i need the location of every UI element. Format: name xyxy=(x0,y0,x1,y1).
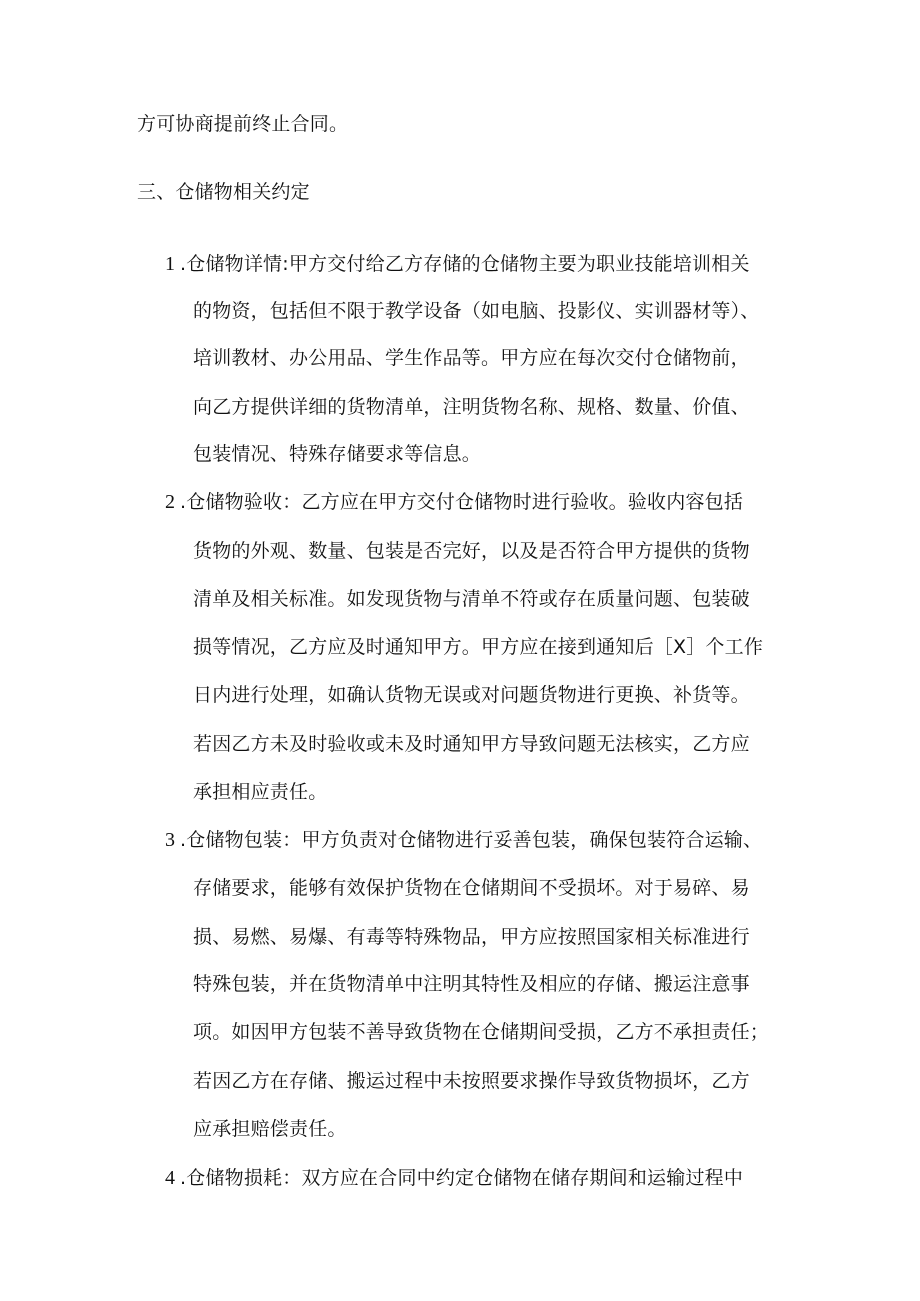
item-number: 2 xyxy=(165,491,175,513)
item-line: .仓储物损耗：双方应在合同中约定仓储物在储存期间和运输过程中 xyxy=(180,1167,744,1189)
section-heading: 三、仓储物相关约定 xyxy=(137,181,310,203)
item-line: 损、易燃、易爆、有毒等特殊物品，甲方应按照国家相关标准进行 xyxy=(193,926,750,948)
item-line: .仓储物验收：乙方应在甲方交付仓储物时进行验收。验收内容包括 xyxy=(180,491,744,513)
item-line: .仓储物包装：甲方负责对仓储物进行妥善包装，确保包装符合运输、 xyxy=(180,829,763,851)
item-line: 若因乙方在存储、搬运过程中未按照要求操作导致货物损坏，乙方 xyxy=(193,1070,750,1092)
item-line: 承担相应责任。 xyxy=(193,781,328,803)
item-line: .仓储物详情:甲方交付给乙方存储的仓储物主要为职业技能培训相关 xyxy=(180,253,750,275)
item-line: 培训教材、办公用品、学生作品等。甲方应在每次交付仓储物前， xyxy=(193,347,750,369)
item-line: 若因乙方未及时验收或未及时通知甲方导致问题无法核实，乙方应 xyxy=(193,733,750,755)
item-line: 存储要求，能够有效保护货物在仓储期间不受损坏。对于易碎、易 xyxy=(193,877,750,899)
continuation-text: 方可协商提前终止合同。 xyxy=(137,113,349,135)
item-line: 损等情况，乙方应及时通知甲方。甲方应在接到通知后［X］个工作 xyxy=(193,636,764,658)
item-number: 3 xyxy=(165,829,175,851)
item-line: 日内进行处理，如确认货物无误或对问题货物进行更换、补货等。 xyxy=(193,684,750,706)
item-line: 项。如因甲方包装不善导致货物在仓储期间受损，乙方不承担责任； xyxy=(193,1021,770,1043)
item-line: 应承担赔偿责任。 xyxy=(193,1118,347,1140)
item-line: 的物资，包括但不限于教学设备（如电脑、投影仪、实训器材等）、 xyxy=(193,300,760,322)
item-number: 1 xyxy=(165,253,175,275)
item-line: 包装情况、特殊存储要求等信息。 xyxy=(193,443,482,465)
item-line: 特殊包装，并在货物清单中注明其特性及相应的存储、搬运注意事 xyxy=(193,973,750,995)
item-line: 清单及相关标准。如发现货物与清单不符或存在质量问题、包装破 xyxy=(193,588,750,610)
item-number: 4 xyxy=(165,1167,175,1189)
item-line: 向乙方提供详细的货物清单，注明货物名称、规格、数量、价值、 xyxy=(193,396,750,418)
item-line: 货物的外观、数量、包装是否完好，以及是否符合甲方提供的货物 xyxy=(193,540,750,562)
